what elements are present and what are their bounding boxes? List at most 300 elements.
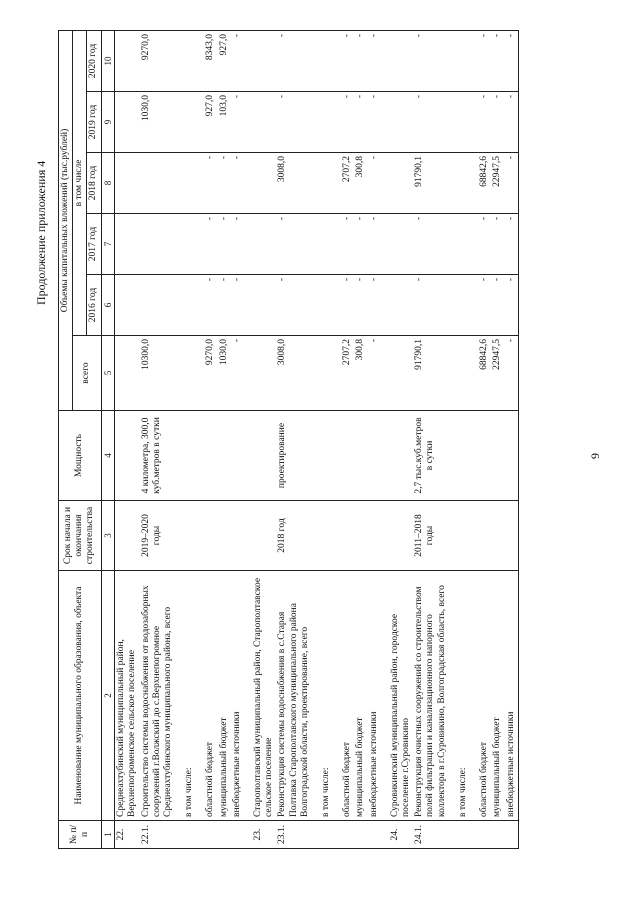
row-capacity [252,411,276,501]
spacer-cell [333,30,341,91]
row-period [491,501,504,571]
row-period [252,501,276,571]
spacer-cell [449,153,457,214]
row-y2016 [140,275,176,336]
row-y2017 [183,214,196,275]
row-y2020 [320,30,333,91]
spacer-cell [196,30,204,91]
row-y2019: 927,0 [204,92,217,153]
table-row [231,30,244,848]
row-y2020 [115,30,140,91]
row-period [218,501,231,571]
spacer-cell [312,411,320,501]
row-total [183,336,196,411]
row-period [204,501,217,571]
row-y2016 [115,275,140,336]
spacer-cell [196,336,204,411]
column-number: 7 [101,214,115,275]
row-y2017 [389,214,413,275]
spacer-cell [470,30,478,91]
row-y2020: 9270,0 [140,30,176,91]
row-y2020: - [231,30,244,91]
row-y2016: - [354,275,367,336]
row-y2018: 300,8 [354,153,367,214]
row-y2016 [252,275,276,336]
row-number [320,821,333,849]
row-y2018: 22947,5 [491,153,504,214]
row-y2017 [320,214,333,275]
row-period [231,501,244,571]
row-capacity [218,411,231,501]
table-body [115,30,518,848]
spacer-cell [381,153,389,214]
row-y2017: - [505,214,519,275]
row-number [183,821,196,849]
column-number: 1 [101,821,115,849]
table-row [140,30,176,848]
row-y2020: - [413,30,449,91]
table-row [368,30,381,848]
row-y2016: - [231,275,244,336]
row-y2016 [389,275,413,336]
row-name: областной бюджет [204,571,217,821]
row-total [389,336,413,411]
row-y2017: - [218,214,231,275]
row-y2017: - [413,214,449,275]
row-y2020 [252,30,276,91]
row-y2018 [457,153,470,214]
column-number: 2 [101,571,115,821]
row-total: 3008,0 [276,336,312,411]
spacer-cell [312,275,320,336]
row-y2019: - [478,92,491,153]
header-year: 2018 год [87,153,101,214]
row-y2016: - [276,275,312,336]
table-row [389,30,413,848]
row-period [368,501,381,571]
row-total: 9270,0 [204,336,217,411]
spacer-cell [196,501,204,571]
spacer-cell [333,92,341,153]
row-capacity [505,411,519,501]
row-number [491,821,504,849]
header-year: 2016 год [87,275,101,336]
column-number: 4 [101,411,115,501]
row-y2018 [252,153,276,214]
row-y2017: - [478,214,491,275]
spacer-cell [312,30,320,91]
row-y2019: 1030,0 [140,92,176,153]
row-capacity [457,411,470,501]
row-y2018: - [368,153,381,214]
spacer-cell [333,821,341,849]
spacer-cell [196,571,204,821]
spacer-cell [449,214,457,275]
spacer-cell [175,821,183,849]
row-total: 2707,2 [341,336,354,411]
spacer-cell [470,821,478,849]
table-row [320,30,333,848]
row-y2016: - [341,275,354,336]
spacer-cell [470,501,478,571]
spacer-cell [449,411,457,501]
spacer-cell [381,501,389,571]
spacer-cell [244,571,252,821]
spacer-cell [381,92,389,153]
row-capacity [389,411,413,501]
row-name: в том числе: [320,571,333,821]
row-name: муниципальный бюджет [491,571,504,821]
row-number: 22. [115,821,140,849]
header-capacity: Мощность [59,411,102,501]
spacer-cell [196,821,204,849]
row-y2016: - [505,275,519,336]
row-y2016: - [204,275,217,336]
row-y2019 [252,92,276,153]
row-y2019: - [413,92,449,153]
row-number [457,821,470,849]
row-y2018: 3008,0 [276,153,312,214]
row-y2017: - [276,214,312,275]
table-row [218,30,231,848]
row-y2018: - [204,153,217,214]
row-spacer [449,30,457,848]
column-number: 9 [101,92,115,153]
row-y2017 [140,214,176,275]
header-total: всего [73,336,101,411]
row-y2016 [320,275,333,336]
row-name: муниципальный бюджет [354,571,367,821]
row-capacity [368,411,381,501]
row-number [368,821,381,849]
spacer-cell [196,411,204,501]
spacer-cell [449,30,457,91]
row-y2018: - [231,153,244,214]
spacer-cell [175,153,183,214]
spacer-cell [381,30,389,91]
spacer-cell [312,821,320,849]
spacer-cell [312,153,320,214]
table-row [341,30,354,848]
spacer-cell [449,571,457,821]
row-y2017: - [368,214,381,275]
row-y2017: - [231,214,244,275]
investment-table [58,30,519,849]
row-period [505,501,519,571]
row-y2019: - [276,92,312,153]
row-spacer [312,30,320,848]
table-row [204,30,217,848]
row-total: 91790,1 [413,336,449,411]
row-y2018: 2707,2 [341,153,354,214]
row-capacity: 2,7 тыс.куб.метров в сутки [413,411,449,501]
table-row [478,30,491,848]
row-y2017: - [491,214,504,275]
row-y2019: - [354,92,367,153]
spacer-cell [333,571,341,821]
header-investments: Объемы капитальных вложений (тыс.рублей) [59,30,73,410]
row-name: Реконструкция системы водоснабжения в с.Старая Полтавка Старополтавского муниципального района Волгоградской области, проектирование, всего [276,571,312,821]
table-row [413,30,449,848]
row-y2016 [457,275,470,336]
spacer-cell [175,275,183,336]
row-capacity [478,411,491,501]
row-name: областной бюджет [341,571,354,821]
table-row [491,30,504,848]
spacer-cell [333,411,341,501]
spacer-cell [470,153,478,214]
spacer-cell [449,275,457,336]
row-period [389,501,413,571]
row-y2016: - [491,275,504,336]
spacer-cell [175,336,183,411]
spacer-cell [175,571,183,821]
column-number: 8 [101,153,115,214]
row-capacity [491,411,504,501]
row-y2020: - [341,30,354,91]
row-y2018: - [218,153,231,214]
row-name: в том числе: [457,571,470,821]
row-total [115,336,140,411]
spacer-cell [312,336,320,411]
table-row [505,30,519,848]
spacer-cell [196,153,204,214]
row-y2020 [457,30,470,91]
row-name: Суровикинский муниципальный район, городское поселение г.Суровикино [389,571,413,821]
row-period: 2018 год [276,501,312,571]
row-y2018 [115,153,140,214]
row-number: 24. [389,821,413,849]
row-name: Старополтавский муниципальный район, Старополтавское сельское поселение [252,571,276,821]
row-y2020: - [478,30,491,91]
row-name: Реконструкция очистных сооружений со строительством полей фильтрации и канализационного напорного коллектора в г.Суровикино, Волгоградская область, всего [413,571,449,821]
spacer-cell [470,411,478,501]
row-capacity [183,411,196,501]
table-row [183,30,196,848]
spacer-cell [244,275,252,336]
row-name: муниципальный бюджет [218,571,231,821]
page-number: 9 [588,453,602,459]
spacer-cell [470,336,478,411]
spacer-cell [312,214,320,275]
row-y2020: - [354,30,367,91]
row-y2018: 68842,6 [478,153,491,214]
row-y2017: - [341,214,354,275]
row-y2019 [183,92,196,153]
spacer-cell [470,92,478,153]
row-period [320,501,333,571]
column-number: 3 [101,501,115,571]
column-number: 10 [101,30,115,91]
row-y2017 [252,214,276,275]
header-year: 2019 год [87,92,101,153]
row-capacity: 4 километра, 300,0 куб.метров в сутки [140,411,176,501]
spacer-cell [381,571,389,821]
row-total: 300,8 [354,336,367,411]
row-y2016: - [413,275,449,336]
row-y2020: - [368,30,381,91]
row-name: областной бюджет [478,571,491,821]
row-total: 68842,6 [478,336,491,411]
spacer-cell [449,501,457,571]
row-total [457,336,470,411]
row-capacity [231,411,244,501]
spacer-cell [175,411,183,501]
row-capacity [354,411,367,501]
spacer-cell [244,92,252,153]
spacer-cell [312,501,320,571]
row-name: Среднеахтубинский муниципальный район, Верхнепогроменское сельское поселение [115,571,140,821]
spacer-cell [175,92,183,153]
row-y2020 [183,30,196,91]
row-capacity [341,411,354,501]
spacer-cell [244,153,252,214]
row-y2019: - [231,92,244,153]
row-number: 23. [252,821,276,849]
row-number [231,821,244,849]
row-name: внебюджетные источники [231,571,244,821]
row-total: - [368,336,381,411]
row-y2019 [115,92,140,153]
row-y2017 [115,214,140,275]
row-total: - [505,336,519,411]
spacer-cell [196,275,204,336]
table-row [457,30,470,848]
row-y2019: - [368,92,381,153]
table-row [252,30,276,848]
row-spacer [196,30,204,848]
row-total: 1030,0 [218,336,231,411]
spacer-cell [244,30,252,91]
row-y2019: 103,0 [218,92,231,153]
row-y2017: - [354,214,367,275]
row-y2020: - [276,30,312,91]
row-y2016: - [218,275,231,336]
spacer-cell [449,92,457,153]
row-name: Строительство системы водоснабжения от водозаборных сооружений г.Волжский до с.Верхнепогромное Среднеахтубинского муниципального района, всего [140,571,176,821]
spacer-cell [381,275,389,336]
row-capacity [115,411,140,501]
header-period: Срок начала и окончания строительства [59,501,102,571]
row-period [354,501,367,571]
row-total: - [231,336,244,411]
column-number: 6 [101,275,115,336]
spacer-cell [333,501,341,571]
row-y2018 [389,153,413,214]
spacer-cell [381,336,389,411]
header-no: № п/п [59,821,102,849]
spacer-cell [333,153,341,214]
row-y2016 [183,275,196,336]
spacer-cell [333,336,341,411]
header-year: 2017 год [87,214,101,275]
row-y2019: - [491,92,504,153]
row-number [478,821,491,849]
row-name: в том числе: [183,571,196,821]
spacer-cell [175,214,183,275]
spacer-cell [175,501,183,571]
header-year: 2020 год [87,30,101,91]
spacer-cell [196,92,204,153]
row-period [341,501,354,571]
row-y2018: 91790,1 [413,153,449,214]
spacer-cell [312,571,320,821]
row-y2016: - [368,275,381,336]
row-capacity [320,411,333,501]
row-number [204,821,217,849]
row-y2020: 8343,0 [204,30,217,91]
row-y2020: 927,0 [218,30,231,91]
row-y2018 [140,153,176,214]
spacer-cell [175,30,183,91]
spacer-cell [333,214,341,275]
table-row [354,30,367,848]
spacer-cell [381,411,389,501]
spacer-cell [196,214,204,275]
spacer-cell [244,821,252,849]
row-spacer [381,30,389,848]
row-y2017: - [204,214,217,275]
row-number: 22.1. [140,821,176,849]
row-capacity [204,411,217,501]
header-name: Наименование муниципального образования, объекта [59,571,102,821]
row-total: 22947,5 [491,336,504,411]
row-y2017 [457,214,470,275]
row-y2020 [389,30,413,91]
spacer-cell [244,214,252,275]
row-y2019 [457,92,470,153]
row-y2018: - [505,153,519,214]
spacer-cell [470,214,478,275]
row-y2019 [320,92,333,153]
spacer-cell [333,275,341,336]
row-name: внебюджетные источники [505,571,519,821]
row-y2019: - [505,92,519,153]
row-total [320,336,333,411]
spacer-cell [381,821,389,849]
spacer-cell [470,571,478,821]
row-y2019: - [341,92,354,153]
spacer-cell [244,336,252,411]
row-number [354,821,367,849]
row-y2019 [389,92,413,153]
row-number [505,821,519,849]
row-number: 23.1. [276,821,312,849]
row-spacer [175,30,183,848]
row-capacity: проектирование [276,411,312,501]
continuation-title: Продолжение приложения 4 [34,160,48,305]
row-y2020: - [491,30,504,91]
row-spacer [244,30,252,848]
row-period: 2011–2018 годы [413,501,449,571]
row-name: внебюджетные источники [368,571,381,821]
row-number: 24.1. [413,821,449,849]
table-row [115,30,140,848]
row-period: 2019–2020 годы [140,501,176,571]
row-number [341,821,354,849]
row-period [457,501,470,571]
header-including: в том числе [73,30,87,335]
spacer-cell [449,821,457,849]
row-y2020: - [505,30,519,91]
spacer-cell [449,336,457,411]
row-total [252,336,276,411]
row-period [478,501,491,571]
row-y2018 [183,153,196,214]
row-spacer [470,30,478,848]
spacer-cell [244,411,252,501]
spacer-cell [312,92,320,153]
